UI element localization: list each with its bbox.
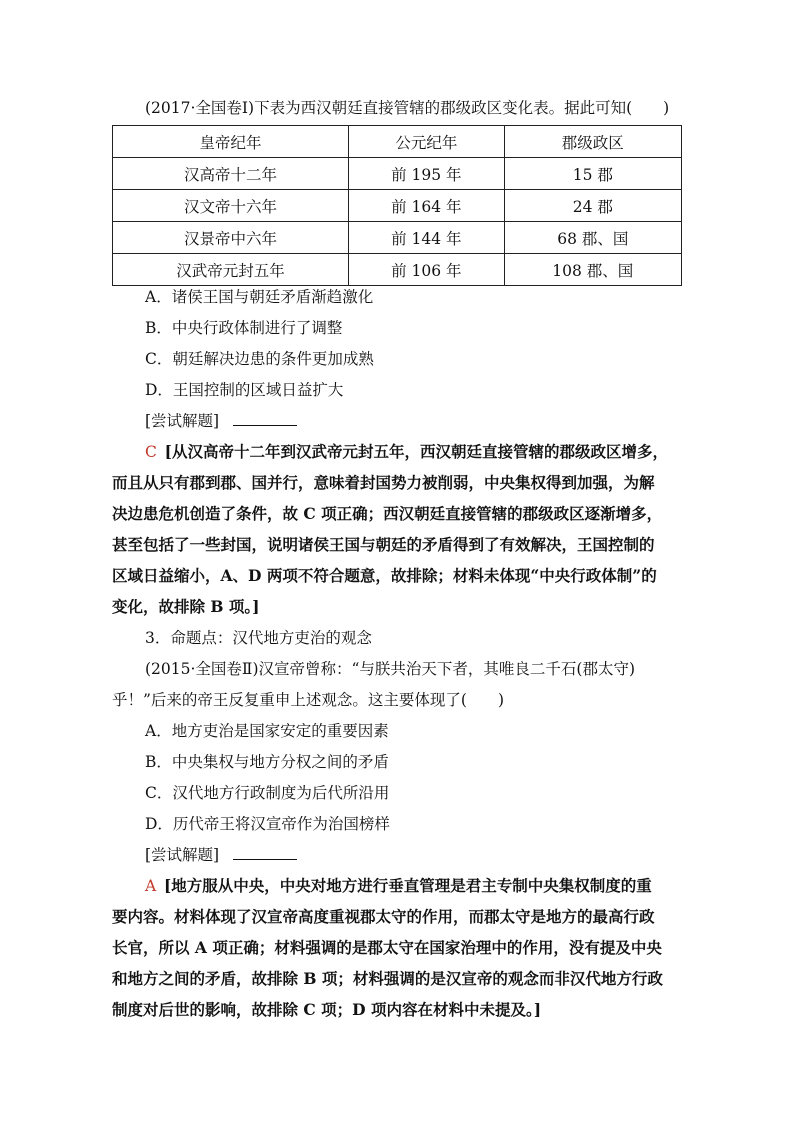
q3-explanation-line-5: 制度对后世的影响，故排除 C 项；D 项内容在材料中未提及。] bbox=[112, 1000, 542, 1019]
q2-explanation-line-6: 变化，故排除 B 项。] bbox=[112, 597, 260, 616]
q3-heading: 3．命题点：汉代地方吏治的观念 bbox=[145, 629, 372, 647]
table-row bbox=[113, 254, 682, 286]
q3-explanation-line-2: 要内容。材料体现了汉宣帝高度重视郡太守的作用，而郡太守是地方的最高行政 bbox=[112, 907, 655, 926]
q3-stem-line-2: 乎！”后来的帝王反复重申上述观念。这主要体现了( ) bbox=[112, 691, 505, 709]
table-cell: 108 郡、国 bbox=[504, 254, 681, 286]
table-header-cell: 郡级政区 bbox=[504, 126, 681, 158]
table-cell: 24 郡 bbox=[504, 190, 681, 222]
q3-option-c: C．汉代地方行政制度为后代所沿用 bbox=[145, 784, 390, 802]
table-header-cell: 公元纪年 bbox=[349, 126, 504, 158]
table-cell: 68 郡、国 bbox=[504, 222, 681, 254]
q2-option-a: A．诸侯王国与朝廷矛盾渐趋激化 bbox=[145, 288, 374, 306]
answer-letter: C bbox=[145, 443, 157, 461]
table-row bbox=[113, 158, 682, 190]
try-label: [尝试解题] bbox=[145, 412, 220, 430]
q2-stem: (2017·全国卷Ⅰ)下表为西汉朝廷直接管辖的郡级政区变化表。据此可知( ) bbox=[145, 99, 670, 117]
table-header-row bbox=[113, 126, 682, 158]
q3-stem-line-1: (2015·全国卷Ⅱ)汉宣帝曾称：“与朕共治天下者，其唯良二千石(郡太守) bbox=[145, 660, 636, 678]
table-header-cell: 皇帝纪年 bbox=[113, 126, 349, 158]
table-cell: 15 郡 bbox=[504, 158, 681, 190]
table-cell: 汉高帝十二年 bbox=[113, 158, 349, 190]
table-cell: 前 195 年 bbox=[349, 158, 504, 190]
table-row bbox=[113, 222, 682, 254]
q2-try-solve bbox=[145, 410, 685, 432]
table-cell: 汉文帝十六年 bbox=[113, 190, 349, 222]
q3-option-a: A．地方吏治是国家安定的重要因素 bbox=[145, 722, 389, 740]
answer-letter: A bbox=[145, 877, 157, 895]
q2-option-d: D．王国控制的区域日益扩大 bbox=[145, 381, 344, 399]
q2-option-b: B．中央行政体制进行了调整 bbox=[145, 319, 343, 337]
q3-explanation-line-1: A [地方服从中央，中央对地方进行垂直管理是君主专制中央集权制度的重 bbox=[145, 876, 652, 895]
q3-option-b: B．中央集权与地方分权之间的矛盾 bbox=[145, 753, 389, 771]
q2-option-c: C．朝廷解决边患的条件更加成熟 bbox=[145, 350, 374, 368]
q2-explanation-line-1: C [从汉高帝十二年到汉武帝元封五年，西汉朝廷直接管辖的郡级政区增多， bbox=[145, 442, 668, 461]
q3-option-d: D．历代帝王将汉宣帝作为治国榜样 bbox=[145, 815, 390, 833]
try-label: [尝试解题] bbox=[145, 846, 220, 864]
q3-explanation-line-4: 和地方之间的矛盾，故排除 B 项；材料强调的是汉宣帝的观念而非汉代地方行政 bbox=[112, 969, 663, 988]
q2-explanation-line-3: 决边患危机创造了条件，故 C 项正确；西汉朝廷直接管辖的郡级政区逐渐增多， bbox=[112, 504, 663, 523]
q2-explanation-line-4: 甚至包括了一些封国，说明诸侯王国与朝廷的矛盾得到了有效解决，王国控制的 bbox=[112, 535, 655, 554]
answer-blank bbox=[233, 845, 297, 860]
q2-table bbox=[112, 125, 682, 286]
table-cell: 前 164 年 bbox=[349, 190, 504, 222]
q3-explanation-line-3: 长官，所以 A 项正确；材料强调的是郡太守在国家治理中的作用，没有提及中央 bbox=[112, 938, 662, 957]
table-cell: 汉武帝元封五年 bbox=[113, 254, 349, 286]
q3-try-solve bbox=[145, 844, 685, 866]
table-cell: 汉景帝中六年 bbox=[113, 222, 349, 254]
table-cell: 前 144 年 bbox=[349, 222, 504, 254]
answer-blank bbox=[233, 411, 297, 426]
table-row bbox=[113, 190, 682, 222]
q2-explanation-line-2: 而且从只有郡到郡、国并行，意味着封国势力被削弱，中央集权得到加强，为解 bbox=[112, 473, 655, 492]
q2-explanation-line-5: 区域日益缩小，A、D 两项不符合题意，故排除；材料未体现“中央行政体制”的 bbox=[112, 566, 657, 585]
table-cell: 前 106 年 bbox=[349, 254, 504, 286]
